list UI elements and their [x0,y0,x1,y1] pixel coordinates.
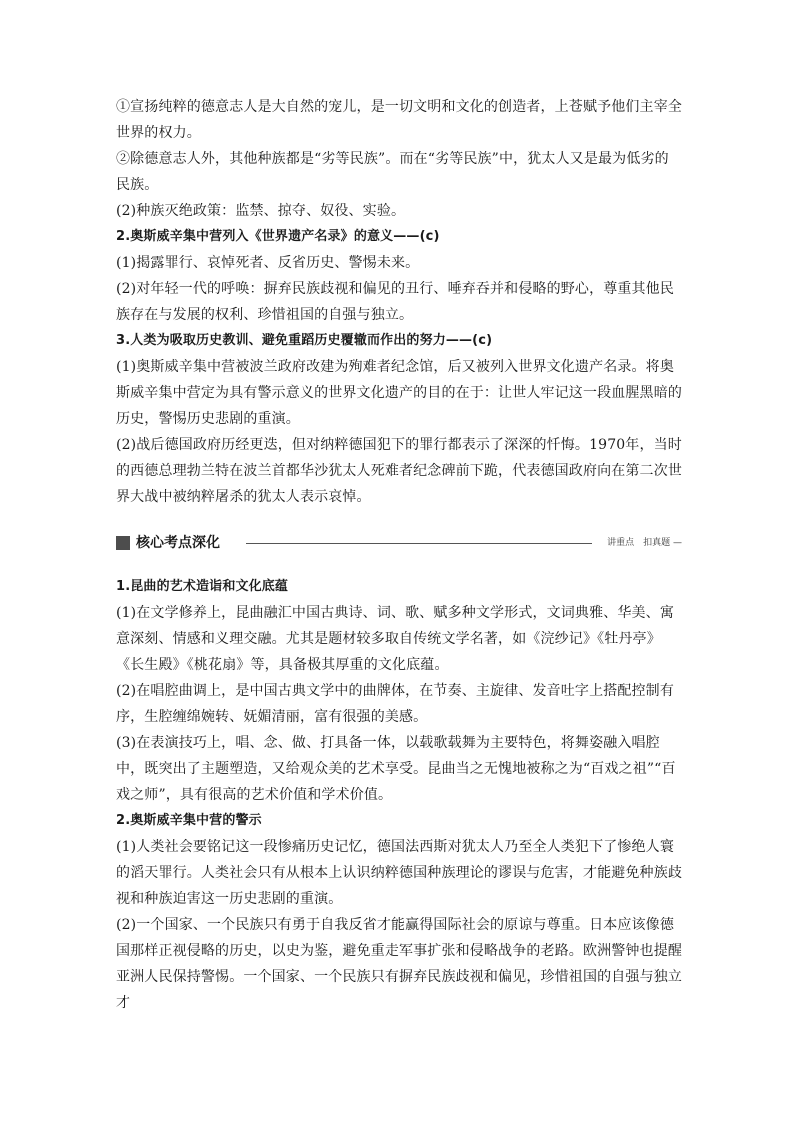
document-body [116,94,682,1016]
subheading: 2.奥斯威辛集中营列入《世界遗产名录》的意义——(c) [116,229,440,244]
paragraph: (2)一个国家、一个民族只有勇于自我反省才能赢得国际社会的原谅与尊重。日本应该像德国那样正视侵略的历史，以史为鉴，避免重走军事扩张和侵略战争的老路。欧洲警钟也提醒亚洲人民保持警惕。一个国家、一个民族只有摒弃民族歧视和偏见，珍惜祖国的自强与独立才 [116,917,682,1011]
paragraph: ①宣扬纯粹的德意志人是大自然的宠儿，是一切文明和文化的创造者，上苍赋予他们主宰全世界的权力。 [116,99,682,141]
subheading: 2.奥斯威辛集中营的警示 [116,813,262,828]
paragraph: (2)种族灭绝政策：监禁、掠夺、奴役、实验。 [116,203,406,219]
section-tag: 讲重点 扣真题 — [607,538,682,548]
paragraph: (2)在唱腔曲调上，是中国古典文学中的曲牌体，在节奏、主旋律、发音吐字上搭配控制有序，生腔缠绵婉转、妩媚清丽，富有很强的美感。 [116,683,674,725]
section-square-icon [116,536,130,550]
paragraph: ②除德意志人外，其他种族都是“劣等民族”。而在“劣等民族”中，犹太人又是最为低劣的民族。 [116,151,669,193]
section-divider [246,543,592,544]
paragraph: (1)在文学修养上，昆曲融汇中国古典诗、词、歌、赋多种文学形式，文词典雅、华美、寓意深刻、情感和义理交融。尤其是题材较多取自传统文学名著，如《浣纱记》《牡丹亭》《长生殿》《桃花扇》等，具备极其厚重的文化底蕴。 [116,605,674,673]
paragraph: (2)对年轻一代的呼唤：摒弃民族歧视和偏见的丑行、唾弃吞并和侵略的野心，尊重其他民族存在与发展的权利、珍惜祖国的自强与独立。 [116,281,674,323]
section-header [116,530,682,556]
paragraph: (1)人类社会要铭记这一段惨痛历史记忆，德国法西斯对犹太人乃至全人类犯下了惨绝人寰的滔天罪行。人类社会只有从根本上认识纳粹德国种族理论的谬误与危害，才能避免种族歧视和种族迫害这一历史悲剧的重演。 [116,839,682,907]
paragraph: (1)奥斯威辛集中营被波兰政府改建为殉难者纪念馆，后又被列入世界文化遗产名录。将奥斯威辛集中营定为具有警示意义的世界文化遗产的目的在于：让世人牢记这一段血腥黑暗的历史，警惕历史悲剧的重演。 [116,359,682,427]
paragraph: (3)在表演技巧上，唱、念、做、打具备一体，以载歌载舞为主要特色，将舞姿融入唱腔中，既突出了主题塑造，又给观众美的艺术享受。昆曲当之无愧地被称之为“百戏之祖”“百戏之师”，具有很高的艺术价值和学术价值。 [116,735,676,803]
section-title: 核心考点深化 [136,535,220,551]
paragraph: (1)揭露罪行、哀悼死者、反省历史、警惕未来。 [116,255,420,271]
paragraph: (2)战后德国政府历经更迭，但对纳粹德国犯下的罪行都表示了深深的忏悔。1970年，当时的西德总理勃兰特在波兰首都华沙犹太人死难者纪念碑前下跪，代表德国政府向在第二次世界大战中被纳粹屠杀的犹太人表示哀悼。 [116,437,682,505]
subheading: 1.昆曲的艺术造诣和文化底蕴 [116,579,289,594]
subheading: 3.人类为吸取历史教训、避免重蹈历史覆辙而作出的努力——(c) [116,333,493,348]
